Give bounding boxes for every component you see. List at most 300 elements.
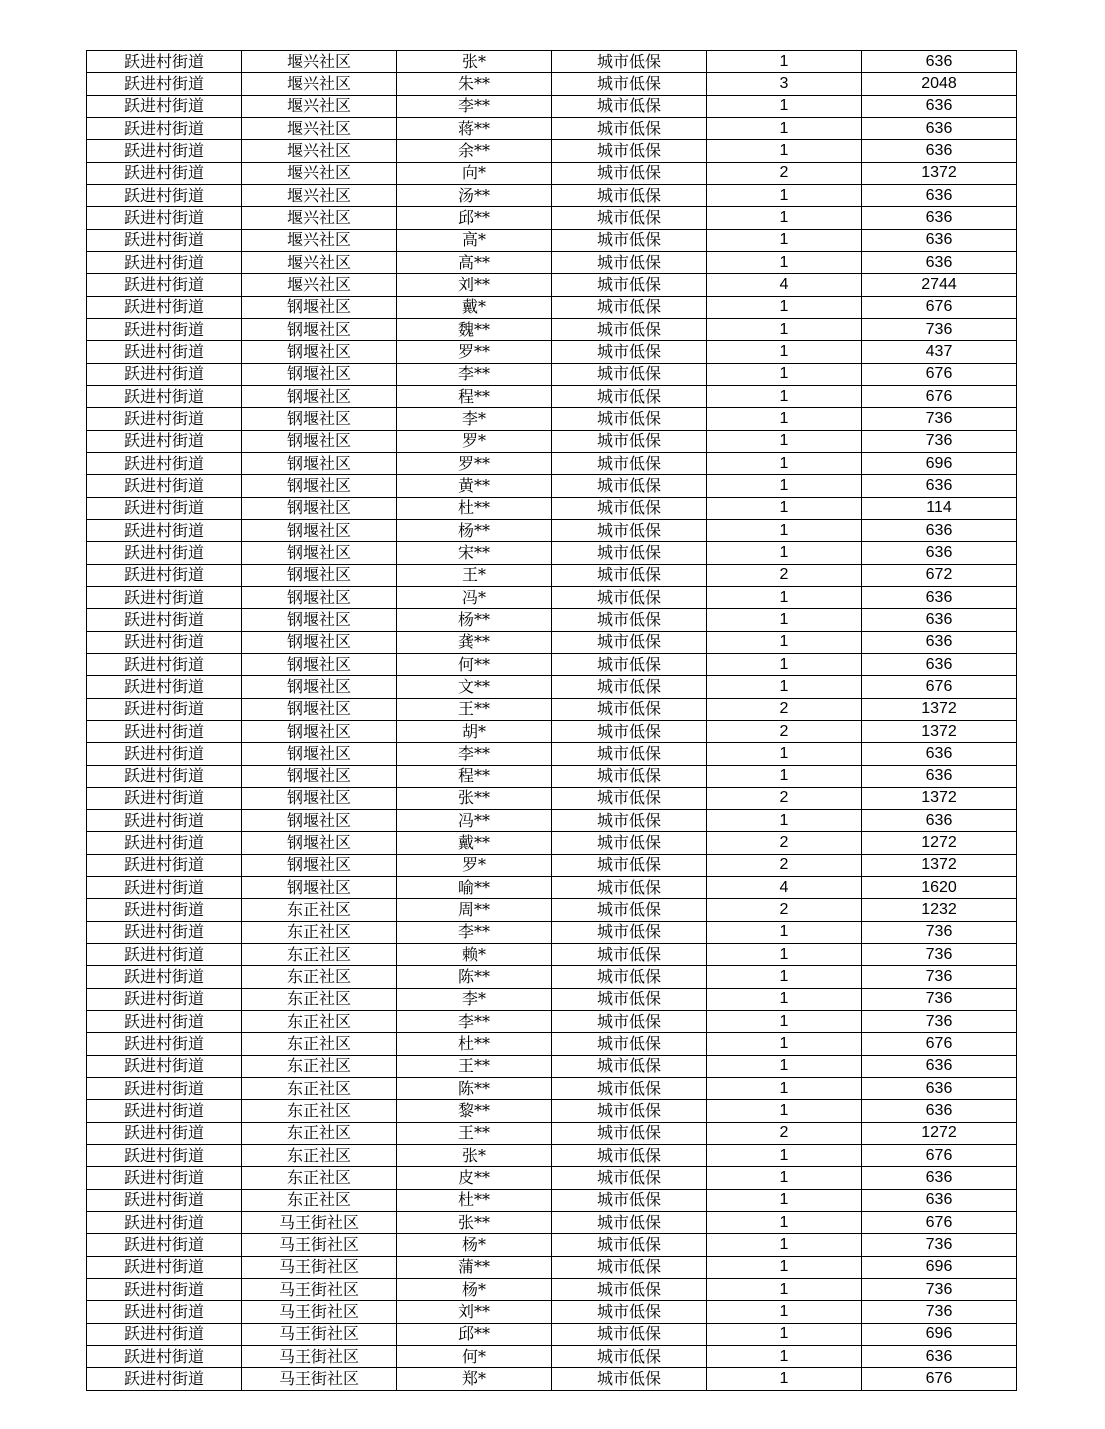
category-cell: 城市低保	[552, 51, 707, 73]
category-cell: 城市低保	[552, 475, 707, 497]
category-cell: 城市低保	[552, 944, 707, 966]
amount-cell: 736	[862, 988, 1017, 1010]
table-row	[87, 1279, 1017, 1301]
street-cell: 跃进村街道	[87, 966, 242, 988]
household-count-cell: 1	[707, 95, 862, 117]
community-cell: 钢堰社区	[242, 385, 397, 407]
name-cell: 李*	[397, 408, 552, 430]
category-cell: 城市低保	[552, 162, 707, 184]
amount-cell: 636	[862, 251, 1017, 273]
category-cell: 城市低保	[552, 274, 707, 296]
household-count-cell: 2	[707, 720, 862, 742]
table-row	[87, 73, 1017, 95]
household-count-cell: 1	[707, 452, 862, 474]
name-cell: 杨*	[397, 1279, 552, 1301]
category-cell: 城市低保	[552, 363, 707, 385]
household-count-cell: 1	[707, 251, 862, 273]
community-cell: 堰兴社区	[242, 95, 397, 117]
name-cell: 何**	[397, 653, 552, 675]
community-cell: 钢堰社区	[242, 720, 397, 742]
community-cell: 马王街社区	[242, 1346, 397, 1368]
subsidy-table	[86, 50, 1017, 1391]
household-count-cell: 1	[707, 497, 862, 519]
name-cell: 罗*	[397, 854, 552, 876]
table-row	[87, 1234, 1017, 1256]
category-cell: 城市低保	[552, 877, 707, 899]
table-row	[87, 586, 1017, 608]
table-row	[87, 698, 1017, 720]
household-count-cell: 1	[707, 810, 862, 832]
category-cell: 城市低保	[552, 296, 707, 318]
community-cell: 堰兴社区	[242, 162, 397, 184]
category-cell: 城市低保	[552, 497, 707, 519]
household-count-cell: 1	[707, 341, 862, 363]
household-count-cell: 1	[707, 385, 862, 407]
category-cell: 城市低保	[552, 1256, 707, 1278]
household-count-cell: 2	[707, 787, 862, 809]
name-cell: 刘**	[397, 1301, 552, 1323]
community-cell: 钢堰社区	[242, 519, 397, 541]
community-cell: 堰兴社区	[242, 207, 397, 229]
name-cell: 李**	[397, 363, 552, 385]
amount-cell: 676	[862, 296, 1017, 318]
community-cell: 东正社区	[242, 1033, 397, 1055]
street-cell: 跃进村街道	[87, 1323, 242, 1345]
amount-cell: 696	[862, 452, 1017, 474]
household-count-cell: 1	[707, 475, 862, 497]
table-row	[87, 1100, 1017, 1122]
household-count-cell: 1	[707, 1212, 862, 1234]
amount-cell: 1372	[862, 787, 1017, 809]
street-cell: 跃进村街道	[87, 1078, 242, 1100]
table-row	[87, 1033, 1017, 1055]
street-cell: 跃进村街道	[87, 51, 242, 73]
category-cell: 城市低保	[552, 430, 707, 452]
name-cell: 王**	[397, 1122, 552, 1144]
table-row	[87, 452, 1017, 474]
household-count-cell: 1	[707, 609, 862, 631]
household-count-cell: 1	[707, 117, 862, 139]
household-count-cell: 1	[707, 1011, 862, 1033]
amount-cell: 636	[862, 609, 1017, 631]
amount-cell: 636	[862, 542, 1017, 564]
category-cell: 城市低保	[552, 676, 707, 698]
category-cell: 城市低保	[552, 1100, 707, 1122]
name-cell: 朱**	[397, 73, 552, 95]
category-cell: 城市低保	[552, 542, 707, 564]
name-cell: 李*	[397, 988, 552, 1010]
amount-cell: 636	[862, 653, 1017, 675]
street-cell: 跃进村街道	[87, 720, 242, 742]
amount-cell: 636	[862, 519, 1017, 541]
household-count-cell: 1	[707, 765, 862, 787]
community-cell: 钢堰社区	[242, 452, 397, 474]
amount-cell: 114	[862, 497, 1017, 519]
household-count-cell: 1	[707, 676, 862, 698]
household-count-cell: 1	[707, 318, 862, 340]
table-row	[87, 1301, 1017, 1323]
amount-cell: 636	[862, 631, 1017, 653]
household-count-cell: 1	[707, 631, 862, 653]
name-cell: 蒋**	[397, 117, 552, 139]
street-cell: 跃进村街道	[87, 854, 242, 876]
category-cell: 城市低保	[552, 140, 707, 162]
amount-cell: 676	[862, 1368, 1017, 1390]
amount-cell: 1232	[862, 899, 1017, 921]
name-cell: 王**	[397, 698, 552, 720]
community-cell: 钢堰社区	[242, 787, 397, 809]
table-row	[87, 251, 1017, 273]
amount-cell: 2048	[862, 73, 1017, 95]
table-row	[87, 385, 1017, 407]
street-cell: 跃进村街道	[87, 408, 242, 430]
community-cell: 钢堰社区	[242, 877, 397, 899]
category-cell: 城市低保	[552, 653, 707, 675]
community-cell: 钢堰社区	[242, 676, 397, 698]
community-cell: 马王街社区	[242, 1301, 397, 1323]
household-count-cell: 1	[707, 207, 862, 229]
community-cell: 马王街社区	[242, 1323, 397, 1345]
community-cell: 东正社区	[242, 1055, 397, 1077]
category-cell: 城市低保	[552, 95, 707, 117]
amount-cell: 636	[862, 51, 1017, 73]
name-cell: 程**	[397, 765, 552, 787]
street-cell: 跃进村街道	[87, 1055, 242, 1077]
name-cell: 张*	[397, 1145, 552, 1167]
street-cell: 跃进村街道	[87, 542, 242, 564]
category-cell: 城市低保	[552, 698, 707, 720]
table-row	[87, 1256, 1017, 1278]
amount-cell: 636	[862, 1167, 1017, 1189]
street-cell: 跃进村街道	[87, 899, 242, 921]
category-cell: 城市低保	[552, 854, 707, 876]
street-cell: 跃进村街道	[87, 944, 242, 966]
amount-cell: 636	[862, 117, 1017, 139]
community-cell: 钢堰社区	[242, 318, 397, 340]
name-cell: 喻**	[397, 877, 552, 899]
name-cell: 黄**	[397, 475, 552, 497]
category-cell: 城市低保	[552, 1301, 707, 1323]
community-cell: 钢堰社区	[242, 586, 397, 608]
name-cell: 杜**	[397, 1033, 552, 1055]
name-cell: 杨**	[397, 609, 552, 631]
community-cell: 钢堰社区	[242, 564, 397, 586]
category-cell: 城市低保	[552, 251, 707, 273]
amount-cell: 736	[862, 921, 1017, 943]
category-cell: 城市低保	[552, 810, 707, 832]
household-count-cell: 1	[707, 1033, 862, 1055]
household-count-cell: 1	[707, 1189, 862, 1211]
street-cell: 跃进村街道	[87, 1279, 242, 1301]
category-cell: 城市低保	[552, 73, 707, 95]
community-cell: 东正社区	[242, 966, 397, 988]
household-count-cell: 1	[707, 140, 862, 162]
community-cell: 东正社区	[242, 1167, 397, 1189]
table-row	[87, 318, 1017, 340]
household-count-cell: 4	[707, 274, 862, 296]
community-cell: 堰兴社区	[242, 140, 397, 162]
amount-cell: 676	[862, 385, 1017, 407]
category-cell: 城市低保	[552, 1189, 707, 1211]
name-cell: 杨*	[397, 1234, 552, 1256]
name-cell: 邱**	[397, 1323, 552, 1345]
table-row	[87, 475, 1017, 497]
community-cell: 钢堰社区	[242, 430, 397, 452]
community-cell: 钢堰社区	[242, 743, 397, 765]
community-cell: 钢堰社区	[242, 363, 397, 385]
name-cell: 李**	[397, 95, 552, 117]
table-row	[87, 787, 1017, 809]
street-cell: 跃进村街道	[87, 1301, 242, 1323]
name-cell: 冯**	[397, 810, 552, 832]
category-cell: 城市低保	[552, 743, 707, 765]
street-cell: 跃进村街道	[87, 162, 242, 184]
household-count-cell: 2	[707, 1122, 862, 1144]
community-cell: 堰兴社区	[242, 73, 397, 95]
table-row	[87, 542, 1017, 564]
name-cell: 杨**	[397, 519, 552, 541]
amount-cell: 636	[862, 1100, 1017, 1122]
category-cell: 城市低保	[552, 452, 707, 474]
street-cell: 跃进村街道	[87, 609, 242, 631]
household-count-cell: 1	[707, 1279, 862, 1301]
community-cell: 堰兴社区	[242, 117, 397, 139]
name-cell: 余**	[397, 140, 552, 162]
household-count-cell: 1	[707, 1145, 862, 1167]
name-cell: 宋**	[397, 542, 552, 564]
community-cell: 堰兴社区	[242, 274, 397, 296]
category-cell: 城市低保	[552, 1212, 707, 1234]
category-cell: 城市低保	[552, 207, 707, 229]
table-row	[87, 1055, 1017, 1077]
street-cell: 跃进村街道	[87, 653, 242, 675]
household-count-cell: 4	[707, 877, 862, 899]
amount-cell: 636	[862, 1189, 1017, 1211]
amount-cell: 676	[862, 1033, 1017, 1055]
community-cell: 东正社区	[242, 1145, 397, 1167]
name-cell: 罗**	[397, 341, 552, 363]
amount-cell: 636	[862, 140, 1017, 162]
table-row	[87, 631, 1017, 653]
street-cell: 跃进村街道	[87, 207, 242, 229]
name-cell: 黎**	[397, 1100, 552, 1122]
community-cell: 堰兴社区	[242, 184, 397, 206]
community-cell: 钢堰社区	[242, 296, 397, 318]
amount-cell: 1272	[862, 832, 1017, 854]
name-cell: 戴*	[397, 296, 552, 318]
street-cell: 跃进村街道	[87, 385, 242, 407]
table-row	[87, 1167, 1017, 1189]
household-count-cell: 1	[707, 296, 862, 318]
amount-cell: 636	[862, 1055, 1017, 1077]
category-cell: 城市低保	[552, 988, 707, 1010]
household-count-cell: 2	[707, 698, 862, 720]
street-cell: 跃进村街道	[87, 341, 242, 363]
amount-cell: 636	[862, 1078, 1017, 1100]
community-cell: 东正社区	[242, 921, 397, 943]
household-count-cell: 1	[707, 1078, 862, 1100]
category-cell: 城市低保	[552, 519, 707, 541]
table-row	[87, 1145, 1017, 1167]
community-cell: 钢堰社区	[242, 542, 397, 564]
household-count-cell: 1	[707, 1234, 862, 1256]
table-row	[87, 184, 1017, 206]
category-cell: 城市低保	[552, 1279, 707, 1301]
household-count-cell: 1	[707, 519, 862, 541]
table-row	[87, 408, 1017, 430]
category-cell: 城市低保	[552, 1122, 707, 1144]
street-cell: 跃进村街道	[87, 832, 242, 854]
name-cell: 邱**	[397, 207, 552, 229]
table-row	[87, 832, 1017, 854]
category-cell: 城市低保	[552, 184, 707, 206]
amount-cell: 1372	[862, 698, 1017, 720]
amount-cell: 636	[862, 743, 1017, 765]
community-cell: 马王街社区	[242, 1256, 397, 1278]
household-count-cell: 1	[707, 1100, 862, 1122]
household-count-cell: 2	[707, 854, 862, 876]
table-row	[87, 117, 1017, 139]
community-cell: 钢堰社区	[242, 832, 397, 854]
community-cell: 钢堰社区	[242, 653, 397, 675]
amount-cell: 1372	[862, 854, 1017, 876]
category-cell: 城市低保	[552, 966, 707, 988]
street-cell: 跃进村街道	[87, 988, 242, 1010]
amount-cell: 736	[862, 318, 1017, 340]
name-cell: 周**	[397, 899, 552, 921]
street-cell: 跃进村街道	[87, 318, 242, 340]
table-row	[87, 921, 1017, 943]
category-cell: 城市低保	[552, 564, 707, 586]
street-cell: 跃进村街道	[87, 1212, 242, 1234]
category-cell: 城市低保	[552, 899, 707, 921]
name-cell: 刘**	[397, 274, 552, 296]
street-cell: 跃进村街道	[87, 1234, 242, 1256]
community-cell: 马王街社区	[242, 1234, 397, 1256]
community-cell: 钢堰社区	[242, 854, 397, 876]
community-cell: 东正社区	[242, 1100, 397, 1122]
name-cell: 李**	[397, 921, 552, 943]
category-cell: 城市低保	[552, 1234, 707, 1256]
table-row	[87, 966, 1017, 988]
community-cell: 钢堰社区	[242, 341, 397, 363]
community-cell: 钢堰社区	[242, 609, 397, 631]
household-count-cell: 1	[707, 542, 862, 564]
household-count-cell: 1	[707, 1301, 862, 1323]
street-cell: 跃进村街道	[87, 676, 242, 698]
household-count-cell: 1	[707, 944, 862, 966]
street-cell: 跃进村街道	[87, 1256, 242, 1278]
category-cell: 城市低保	[552, 1055, 707, 1077]
amount-cell: 736	[862, 408, 1017, 430]
street-cell: 跃进村街道	[87, 1122, 242, 1144]
community-cell: 钢堰社区	[242, 475, 397, 497]
table-row	[87, 1078, 1017, 1100]
table-row	[87, 95, 1017, 117]
table-row	[87, 1011, 1017, 1033]
community-cell: 东正社区	[242, 1011, 397, 1033]
amount-cell: 437	[862, 341, 1017, 363]
amount-cell: 636	[862, 184, 1017, 206]
name-cell: 张*	[397, 51, 552, 73]
category-cell: 城市低保	[552, 921, 707, 943]
name-cell: 高*	[397, 229, 552, 251]
amount-cell: 636	[862, 475, 1017, 497]
table-row	[87, 162, 1017, 184]
table-row	[87, 877, 1017, 899]
amount-cell: 636	[862, 207, 1017, 229]
household-count-cell: 3	[707, 73, 862, 95]
street-cell: 跃进村街道	[87, 497, 242, 519]
table-row	[87, 1189, 1017, 1211]
table-row	[87, 988, 1017, 1010]
household-count-cell: 1	[707, 1368, 862, 1390]
table-row	[87, 519, 1017, 541]
amount-cell: 1620	[862, 877, 1017, 899]
table-row	[87, 810, 1017, 832]
street-cell: 跃进村街道	[87, 765, 242, 787]
category-cell: 城市低保	[552, 1011, 707, 1033]
household-count-cell: 1	[707, 966, 862, 988]
category-cell: 城市低保	[552, 318, 707, 340]
table-row	[87, 207, 1017, 229]
table-row	[87, 1212, 1017, 1234]
household-count-cell: 1	[707, 430, 862, 452]
table-row	[87, 497, 1017, 519]
street-cell: 跃进村街道	[87, 743, 242, 765]
name-cell: 王**	[397, 1055, 552, 1077]
table-row	[87, 296, 1017, 318]
street-cell: 跃进村街道	[87, 631, 242, 653]
table-row	[87, 274, 1017, 296]
category-cell: 城市低保	[552, 631, 707, 653]
street-cell: 跃进村街道	[87, 1189, 242, 1211]
amount-cell: 736	[862, 430, 1017, 452]
amount-cell: 672	[862, 564, 1017, 586]
name-cell: 皮**	[397, 1167, 552, 1189]
household-count-cell: 1	[707, 184, 862, 206]
table-row	[87, 564, 1017, 586]
category-cell: 城市低保	[552, 1346, 707, 1368]
community-cell: 东正社区	[242, 944, 397, 966]
community-cell: 钢堰社区	[242, 698, 397, 720]
street-cell: 跃进村街道	[87, 1145, 242, 1167]
amount-cell: 636	[862, 1346, 1017, 1368]
street-cell: 跃进村街道	[87, 921, 242, 943]
amount-cell: 1372	[862, 720, 1017, 742]
name-cell: 张**	[397, 1212, 552, 1234]
amount-cell: 736	[862, 1234, 1017, 1256]
street-cell: 跃进村街道	[87, 1368, 242, 1390]
category-cell: 城市低保	[552, 1167, 707, 1189]
category-cell: 城市低保	[552, 408, 707, 430]
street-cell: 跃进村街道	[87, 140, 242, 162]
name-cell: 郑*	[397, 1368, 552, 1390]
table-row	[87, 363, 1017, 385]
table-row	[87, 944, 1017, 966]
name-cell: 赖*	[397, 944, 552, 966]
category-cell: 城市低保	[552, 609, 707, 631]
community-cell: 东正社区	[242, 899, 397, 921]
table-row	[87, 720, 1017, 742]
street-cell: 跃进村街道	[87, 1167, 242, 1189]
household-count-cell: 1	[707, 51, 862, 73]
name-cell: 王*	[397, 564, 552, 586]
street-cell: 跃进村街道	[87, 117, 242, 139]
name-cell: 文**	[397, 676, 552, 698]
category-cell: 城市低保	[552, 586, 707, 608]
category-cell: 城市低保	[552, 385, 707, 407]
